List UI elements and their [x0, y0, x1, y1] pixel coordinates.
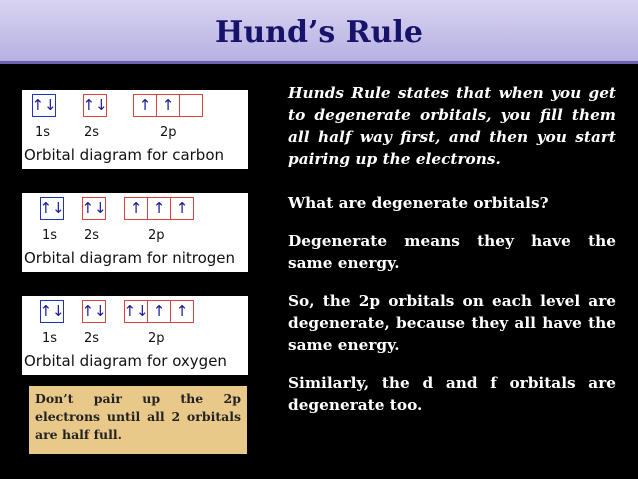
- note-box: Don’t pair up the 2p electrons until all 2 orbitals are half full.: [29, 386, 247, 454]
- orbital-box: ↑↓: [124, 300, 148, 323]
- orbital-box: ↑↓: [82, 300, 106, 323]
- bullet-text: Similarly, the d and f orbitals are degenerate too.: [288, 374, 616, 414]
- orbital-2p: [133, 94, 202, 121]
- sublevel-label: 1s: [42, 331, 58, 346]
- bullet-text: Hunds Rule states that when you get to degenerate orbitals, you fill them all half way first, and then you start pairing up the electrons.: [288, 84, 616, 168]
- bullet-text: Degenerate means they have the same energy.: [288, 232, 616, 272]
- orbital-1s: [40, 300, 63, 327]
- orbital-box: ↑: [170, 300, 194, 323]
- orbital-1s: [40, 197, 63, 224]
- bullet-text: So, the 2p orbitals on each level are degenerate, because they all have the same energy.: [288, 292, 616, 354]
- orbital-2s: [82, 300, 105, 327]
- oxygen-orbital-diagram: [22, 296, 248, 375]
- orbital-box: ↑: [133, 94, 157, 117]
- sublevel-label: 2s: [84, 125, 100, 140]
- sublevel-label: 2p: [160, 125, 177, 140]
- orbital-box: [179, 94, 203, 117]
- sublevel-label: 2p: [148, 228, 165, 243]
- diagram-caption: Orbital diagram for carbon: [24, 146, 225, 164]
- bullet-item: [268, 372, 616, 416]
- slide-title: Hund’s Rule: [215, 15, 423, 50]
- bullet-item: [268, 290, 616, 356]
- bullet-item: [268, 230, 616, 274]
- orbital-1s: [32, 94, 55, 121]
- sublevel-label: 1s: [35, 125, 51, 140]
- orbital-box: ↑: [156, 94, 180, 117]
- orbital-2p: [124, 197, 193, 224]
- bullet-list: [268, 82, 616, 416]
- orbital-box: ↑: [170, 197, 194, 220]
- diagram-caption: Orbital diagram for nitrogen: [24, 249, 236, 267]
- sublevel-label: 1s: [42, 228, 58, 243]
- orbital-2p: [124, 300, 193, 327]
- carbon-orbital-diagram: [22, 90, 248, 169]
- orbital-box: ↑↓: [40, 300, 64, 323]
- bullet-text: What are degenerate orbitals?: [288, 194, 549, 212]
- bullet-item: [268, 192, 616, 214]
- orbital-2s: [82, 197, 105, 224]
- sublevel-label: 2s: [84, 331, 100, 346]
- orbital-box: ↑↓: [83, 94, 107, 117]
- nitrogen-orbital-diagram: [22, 193, 248, 272]
- orbital-2s: [83, 94, 106, 121]
- orbital-box: ↑↓: [82, 197, 106, 220]
- sublevel-label: 2p: [148, 331, 165, 346]
- sublevel-label: 2s: [84, 228, 100, 243]
- orbital-box: ↑: [147, 197, 171, 220]
- orbital-box: ↑↓: [32, 94, 56, 117]
- bullet-item: [268, 82, 616, 170]
- orbital-box: ↑↓: [40, 197, 64, 220]
- diagram-caption: Orbital diagram for oxygen: [24, 352, 227, 370]
- orbital-box: ↑: [124, 197, 148, 220]
- title-bar: [0, 0, 638, 64]
- orbital-box: ↑: [147, 300, 171, 323]
